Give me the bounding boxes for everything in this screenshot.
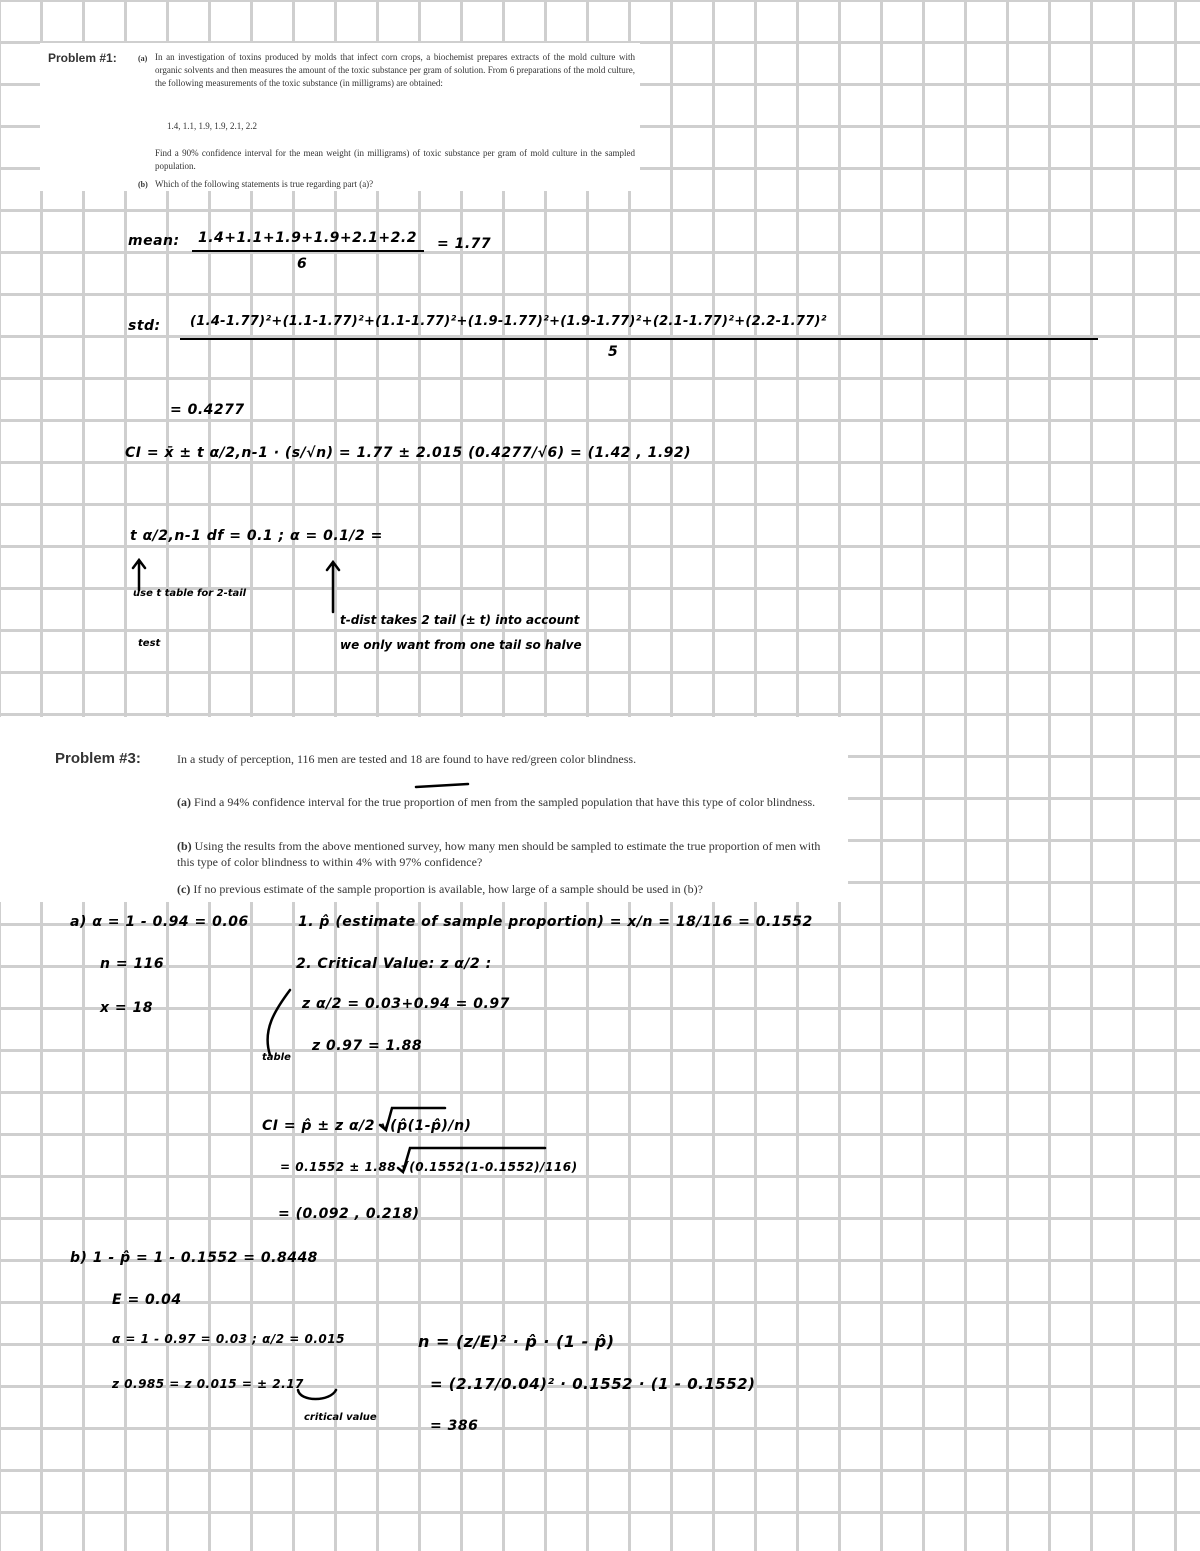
mean-result: = 1.77 [437,236,492,252]
problem3-part-c-text: If no previous estimate of the sample proportion is available, how large of a sample should be used in (b)? [193,882,703,896]
sqrt-2 [398,1148,545,1172]
arrow-right-up [327,562,339,612]
p3b-e: E = 0.04 [112,1292,182,1308]
p3a-n: n = 116 [100,956,165,972]
p3b-line1: b) 1 - p̂ = 1 - 0.1552 = 0.8448 [70,1250,318,1266]
t-line: t α/2,n-1 df = 0.1 ; α = 0.1/2 = [130,528,383,544]
p3b-n-formula: n = (z/E)² · p̂ · (1 - p̂) [418,1332,615,1351]
std-numerator: (1.4-1.77)²+(1.1-1.77)²+(1.1-1.77)²+(1.9-1.77)²+(1.9-1.77)²+(2.1-1.77)²+(2.2-1.77)² [190,314,827,329]
problem3-part-b-marker: (b) [177,839,192,853]
problem1-label: Problem #1: [48,51,117,65]
std-result: = 0.4277 [170,402,245,418]
note-right-1: t-dist takes 2 tail (± t) into account [340,613,580,627]
note-left-1: use t table for 2-tail [133,588,247,599]
p3b-z: z 0.985 = z 0.015 = ± 2.17 [112,1377,304,1391]
p3b-n-result: = 386 [430,1418,479,1434]
p3b-alpha: α = 1 - 0.97 = 0.03 ; α/2 = 0.015 [112,1332,345,1346]
problem1-statement: In an investigation of toxins produced by molds that infect corn crops, a biochemist prepares extracts of the mold culture with organic solvents and then measures the amount of the toxic substance per gram of solution. From 6 preparations of the mold culture, the following measurements of the toxic substance (in milligrams) are obtained: [155,52,635,88]
p3a-line1: a) α = 1 - 0.94 = 0.06 [70,914,249,930]
p3b-crit-note: critical value [304,1412,377,1423]
p3a-ci: CI = p̂ ± z α/2 √(p̂(1-p̂)/n) [262,1118,472,1134]
problem3-part-a-text: Find a 94% confidence interval for the true proportion of men from the sampled population that have this type of color blindness. [194,795,816,809]
problem1-part-b: Which of the following statements is true regarding part (a)? [155,179,374,189]
problem3-part-c-marker: (c) [177,882,191,896]
p3a-phat: 1. p̂ (estimate of sample proportion) = x/n = 18/116 = 0.1552 [298,914,813,930]
mean-denominator: 6 [297,256,308,272]
p3a-ci-result: = (0.092 , 0.218) [278,1206,420,1222]
mean-label: mean: [128,233,180,249]
problem3-part-b-text: Using the results from the above mentioned survey, how many men should be sampled to estimate the true proportion of men with this type of color blindness to within 4% with 97% confidence? [177,839,821,869]
ci-formula: CI = x̄ ± t α/2,n-1 · (s/√n) = 1.77 ± 2.015 (0.4277/√6) = (1.42 , 1.92) [125,445,692,461]
problem3-statement: In a study of perception, 116 men are tested and 18 are found to have red/green color blindness. [177,752,637,766]
std-denominator: 5 [608,344,619,360]
p3b-n-calc: = (2.17/0.04)² · 0.1552 · (1 - 0.1552) [430,1375,756,1393]
p3a-crit-title: 2. Critical Value: z α/2 : [296,956,492,972]
arrow-left-up [133,560,145,590]
bracket-table [268,990,290,1055]
std-label: std: [128,318,161,334]
p3a-z: z 0.97 = 1.88 [312,1038,423,1054]
sqrt-1 [380,1108,445,1130]
bracket-critical [298,1390,336,1399]
problem1-data: 1.4, 1.1, 1.9, 1.9, 2.1, 2.2 [167,121,257,131]
note-left-2: test [138,638,161,649]
p3a-x: x = 18 [100,1000,153,1016]
p3a-table-note: table [262,1052,291,1063]
note-right-2: we only want from one tail so halve [340,638,582,652]
overline-problem3 [416,784,468,787]
problem1-task: Find a 90% confidence interval for the mean weight (in milligrams) of toxic substance per gram of mold culture in the sampled population. [155,148,635,171]
problem3-label: Problem #3: [55,750,141,767]
mean-numerator: 1.4+1.1+1.9+1.9+2.1+2.2 [198,230,417,246]
problem3-part-a-marker: (a) [177,795,191,809]
problem1-part-b-marker: (b) [138,180,148,189]
p3a-crit-calc: z α/2 = 0.03+0.94 = 0.97 [302,996,510,1012]
problem1-part-a-marker: (a) [138,54,148,63]
p3a-ci-calc: = 0.1552 ± 1.88 √(0.1552(1-0.1552)/116) [280,1160,578,1174]
